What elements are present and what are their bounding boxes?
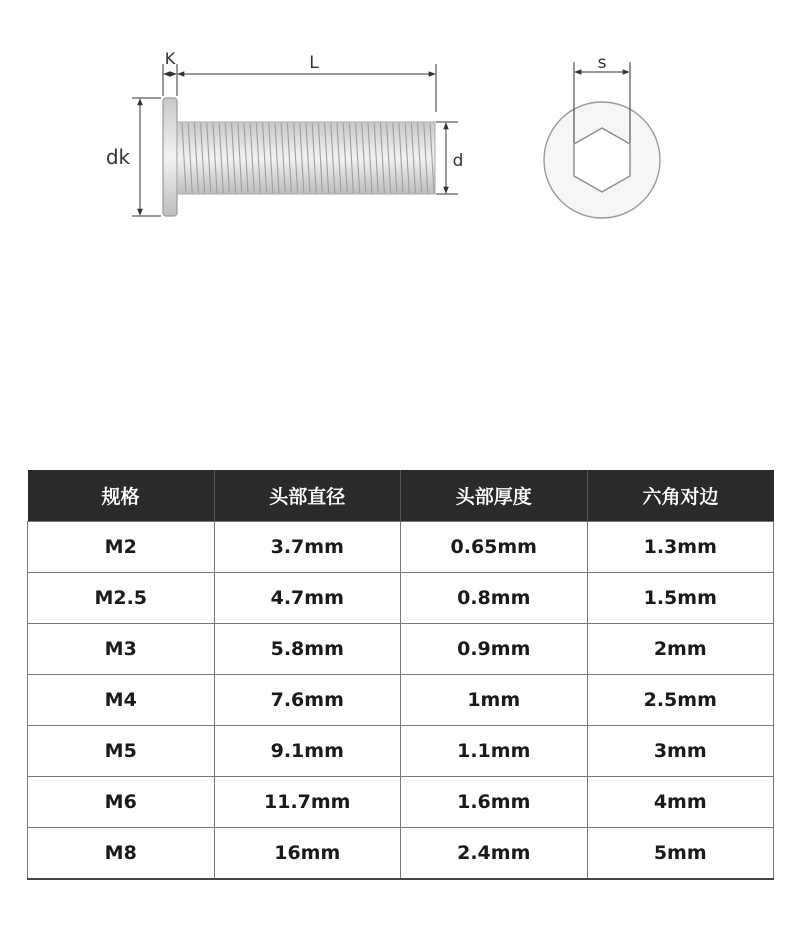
cell-head-diameter: 5.8mm — [214, 624, 401, 675]
cell-head-thickness: 0.65mm — [401, 522, 588, 573]
cell-spec: M3 — [28, 624, 215, 675]
screw-dimension-drawing — [0, 0, 800, 260]
header-spec: 规格 — [28, 470, 215, 522]
cell-head-diameter: 11.7mm — [214, 777, 401, 828]
cell-spec: M5 — [28, 726, 215, 777]
d-label: d — [452, 151, 464, 171]
table-row — [28, 777, 774, 828]
cell-head-thickness: 0.9mm — [401, 624, 588, 675]
cell-spec: M8 — [28, 828, 215, 880]
cell-head-diameter: 7.6mm — [214, 675, 401, 726]
table-row — [28, 624, 774, 675]
cell-head-thickness: 1.1mm — [401, 726, 588, 777]
cell-head-thickness: 1.6mm — [401, 777, 588, 828]
cell-head-thickness: 2.4mm — [401, 828, 588, 880]
cell-hex-across-flats: 1.5mm — [587, 573, 774, 624]
cell-hex-across-flats: 2.5mm — [587, 675, 774, 726]
cell-hex-across-flats: 2mm — [587, 624, 774, 675]
table-row — [28, 522, 774, 573]
cell-hex-across-flats: 5mm — [587, 828, 774, 880]
table-row — [28, 675, 774, 726]
cell-hex-across-flats: 4mm — [587, 777, 774, 828]
cell-spec: M2.5 — [28, 573, 215, 624]
table-row — [28, 573, 774, 624]
cell-head-thickness: 0.8mm — [401, 573, 588, 624]
k-label: K — [164, 49, 176, 68]
dk-label: dk — [105, 145, 131, 169]
table-row — [28, 726, 774, 777]
spec-table — [27, 470, 774, 880]
cell-head-diameter: 4.7mm — [214, 573, 401, 624]
cell-spec: M2 — [28, 522, 215, 573]
cell-spec: M6 — [28, 777, 215, 828]
screw-head — [163, 98, 177, 216]
header-head-diameter: 头部直径 — [214, 470, 401, 522]
l-label: L — [309, 53, 319, 73]
s-label: s — [597, 53, 607, 73]
cell-head-diameter: 9.1mm — [214, 726, 401, 777]
table-header-row — [28, 470, 774, 522]
cell-head-diameter: 3.7mm — [214, 522, 401, 573]
table-row — [28, 828, 774, 880]
cell-head-diameter: 16mm — [214, 828, 401, 880]
cell-hex-across-flats: 1.3mm — [587, 522, 774, 573]
cell-head-thickness: 1mm — [401, 675, 588, 726]
cell-spec: M4 — [28, 675, 215, 726]
header-hex-across-flats: 六角对边 — [587, 470, 774, 522]
cell-hex-across-flats: 3mm — [587, 726, 774, 777]
header-head-thickness: 头部厚度 — [401, 470, 588, 522]
screw-diagram-svg — [0, 0, 800, 260]
